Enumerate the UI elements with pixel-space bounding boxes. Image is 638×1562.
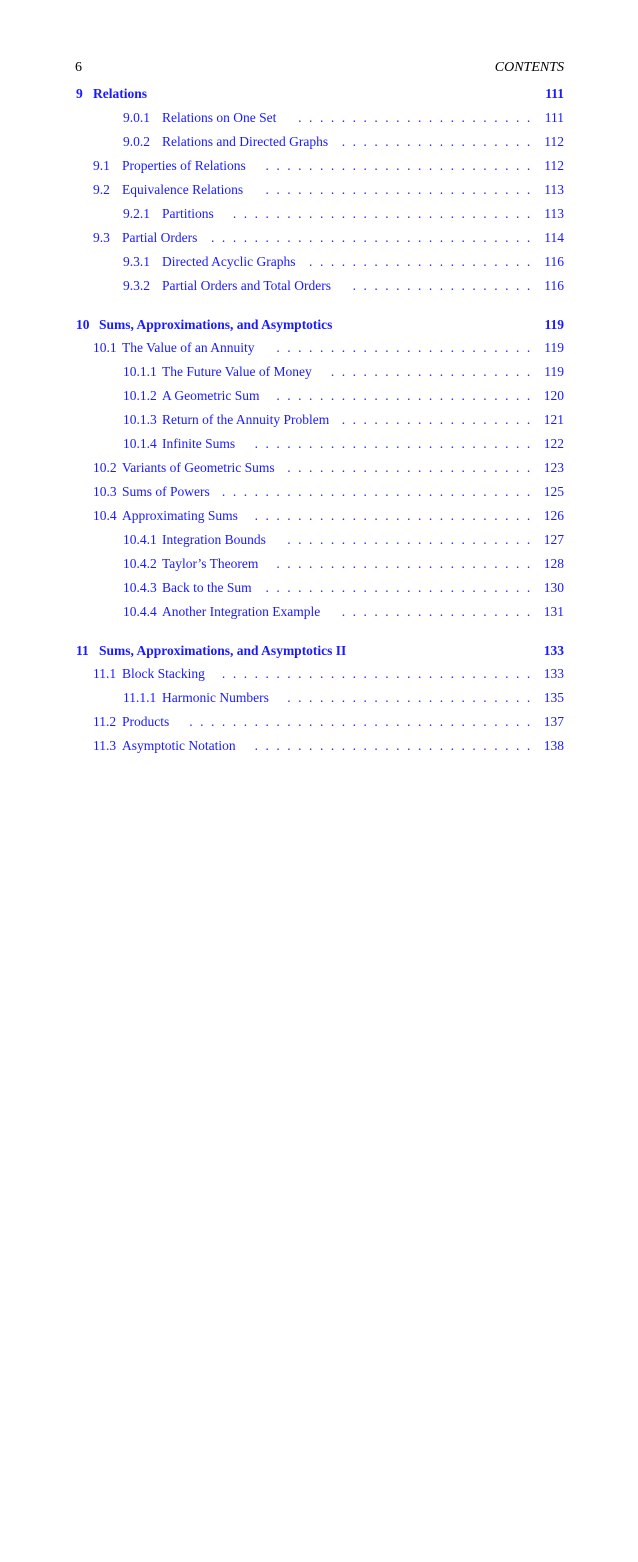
toc-entry-number: 9.2 bbox=[93, 182, 110, 197]
toc-entry-title: Partitions bbox=[162, 206, 214, 221]
toc-entry-title: Sums, Approximations, and Asymptotics bbox=[99, 317, 333, 332]
toc-dot-leader: . . . . . . . . . . . . . . . . . . . . . . . . . . bbox=[254, 436, 531, 451]
toc-entry-page: 111 bbox=[545, 86, 564, 101]
toc-entry-title: Sums, Approximations, and Asymptotics II bbox=[99, 643, 347, 658]
toc-entry-page: 116 bbox=[544, 278, 564, 293]
toc-entry-number: 10.4.4 bbox=[123, 604, 157, 619]
toc-entry-page: 121 bbox=[543, 412, 564, 427]
toc-dot-leader: . . . . . . . . . . . . . . . . . . . . . . . . . bbox=[265, 158, 531, 173]
toc-entry-page: 128 bbox=[543, 556, 564, 571]
toc-entry-number: 11.1 bbox=[93, 666, 117, 681]
toc-entry-page: 137 bbox=[543, 714, 564, 729]
toc-entry-title: Properties of Relations bbox=[122, 158, 246, 173]
toc-dot-leader: . . . . . . . . . . . . . . . . . . . . . . . . . . bbox=[254, 738, 531, 753]
toc-section-entry[interactable] bbox=[0, 530, 638, 550]
toc-section-entry[interactable] bbox=[0, 554, 638, 574]
toc-entry-number: 9.1 bbox=[93, 158, 110, 173]
toc-dot-leader: . . . . . . . . . . . . . . . . . . bbox=[341, 412, 531, 427]
running-title: CONTENTS bbox=[494, 60, 564, 75]
toc-entry-page: 113 bbox=[544, 182, 564, 197]
toc-entry-title: Back to the Sum bbox=[162, 580, 252, 595]
toc-dot-leader: . . . . . . . . . . . . . . . . . . . . . . . bbox=[287, 460, 531, 475]
toc-dot-leader: . . . . . . . . . . . . . . . . . . . . . . . . . . . . . bbox=[221, 666, 531, 681]
toc-section-entry[interactable] bbox=[0, 108, 638, 128]
toc-entry-page: 130 bbox=[543, 580, 564, 595]
toc-entry-number: 9.3 bbox=[93, 230, 110, 245]
toc-entry-page: 119 bbox=[544, 364, 564, 379]
toc-entry-title: Directed Acyclic Graphs bbox=[162, 254, 296, 269]
toc-entry-page: 112 bbox=[544, 158, 564, 173]
toc-entry-number: 10.1.1 bbox=[123, 364, 157, 379]
toc-section-entry[interactable] bbox=[0, 482, 638, 502]
toc-dot-leader: . . . . . . . . . . . . . . . . . . . . . . . . . . . . . bbox=[221, 484, 531, 499]
toc-entry-title: The Value of an Annuity bbox=[122, 340, 255, 355]
toc-entry-page: 113 bbox=[544, 206, 564, 221]
toc-entry-page: 138 bbox=[543, 738, 564, 753]
toc-section-entry[interactable] bbox=[0, 664, 638, 684]
toc-section-entry[interactable] bbox=[0, 156, 638, 176]
toc-entry-title: Relations on One Set bbox=[162, 110, 277, 125]
toc-section-entry[interactable] bbox=[0, 578, 638, 598]
toc-entry-number: 10.1.4 bbox=[123, 436, 157, 451]
toc-dot-leader: . . . . . . . . . . . . . . . . . bbox=[352, 278, 531, 293]
toc-dot-leader: . . . . . . . . . . . . . . . . . . . . . . . . . bbox=[265, 580, 531, 595]
toc-section-entry[interactable] bbox=[0, 458, 638, 478]
toc-entry-number: 9.2.1 bbox=[123, 206, 150, 221]
toc-entry-page: 135 bbox=[543, 690, 564, 705]
toc-entry-page: 133 bbox=[543, 666, 564, 681]
toc-entry-title: A Geometric Sum bbox=[162, 388, 260, 403]
toc-chapter-entry[interactable] bbox=[0, 315, 638, 335]
toc-dot-leader: . . . . . . . . . . . . . . . . . . . . . . . . . . bbox=[254, 508, 531, 523]
toc-entry-number: 9.0.1 bbox=[123, 110, 150, 125]
toc-dot-leader: . . . . . . . . . . . . . . . . . . . . . . . . bbox=[276, 556, 531, 571]
toc-entry-title: Partial Orders bbox=[122, 230, 198, 245]
toc-entry-title: Taylor’s Theorem bbox=[162, 556, 259, 571]
toc-entry-page: 123 bbox=[543, 460, 564, 475]
toc-entry-page: 127 bbox=[543, 532, 564, 547]
toc-section-entry[interactable] bbox=[0, 434, 638, 454]
toc-entry-number: 11.1.1 bbox=[123, 690, 157, 705]
toc-dot-leader: . . . . . . . . . . . . . . . . . . . . . . . . . . . . bbox=[232, 206, 531, 221]
toc-entry-page: 122 bbox=[543, 436, 564, 451]
toc-entry-number: 10.4.1 bbox=[123, 532, 157, 547]
toc-entry-title: Equivalence Relations bbox=[122, 182, 244, 197]
toc-section-entry[interactable] bbox=[0, 276, 638, 296]
toc-entry-page: 116 bbox=[544, 254, 564, 269]
toc-entry-number: 10.1.3 bbox=[123, 412, 157, 427]
toc-section-entry[interactable] bbox=[0, 506, 638, 526]
toc-entry-title: Products bbox=[122, 714, 170, 729]
toc-entry-number: 9.0.2 bbox=[123, 134, 150, 149]
toc-entry-number: 9 bbox=[76, 86, 83, 101]
toc-entry-page: 120 bbox=[543, 388, 564, 403]
toc-section-entry[interactable] bbox=[0, 688, 638, 708]
toc-dot-leader: . . . . . . . . . . . . . . . . . . . . . . . bbox=[287, 532, 531, 547]
toc-chapter-entry[interactable] bbox=[0, 84, 638, 104]
toc-entry-title: Block Stacking bbox=[122, 666, 205, 681]
toc-entry-page: 119 bbox=[544, 340, 564, 355]
toc-entry-title: Integration Bounds bbox=[162, 532, 266, 547]
toc-entry-number: 10.3 bbox=[93, 484, 117, 499]
toc-section-entry[interactable] bbox=[0, 386, 638, 406]
toc-dot-leader: . . . . . . . . . . . . . . . . . . . . . . . . bbox=[276, 340, 531, 355]
toc-entry-page: 114 bbox=[544, 230, 564, 245]
toc-entry-title: Relations bbox=[93, 86, 147, 101]
toc-entry-number: 11 bbox=[76, 643, 89, 658]
toc-entry-title: Harmonic Numbers bbox=[162, 690, 269, 705]
toc-entry-title: Asymptotic Notation bbox=[122, 738, 236, 753]
toc-entry-number: 10.4.2 bbox=[123, 556, 157, 571]
toc-entry-page: 133 bbox=[543, 643, 564, 658]
toc-entry-page: 125 bbox=[543, 484, 564, 499]
toc-dot-leader: . . . . . . . . . . . . . . . . . . . . . . . . . . . . . . . . bbox=[189, 714, 531, 729]
toc-section-entry[interactable] bbox=[0, 180, 638, 200]
toc-entry-title: Infinite Sums bbox=[162, 436, 236, 451]
toc-section-entry[interactable] bbox=[0, 410, 638, 430]
toc-dot-leader: . . . . . . . . . . . . . . . . . . . . . . . bbox=[287, 690, 531, 705]
toc-section-entry[interactable] bbox=[0, 736, 638, 756]
toc-entry-number: 10.1 bbox=[93, 340, 117, 355]
toc-entry-page: 126 bbox=[543, 508, 564, 523]
toc-entry-number: 9.3.2 bbox=[123, 278, 150, 293]
toc-entry-number: 11.2 bbox=[93, 714, 117, 729]
toc-section-entry[interactable] bbox=[0, 602, 638, 622]
toc-section-entry[interactable] bbox=[0, 338, 638, 358]
toc-entry-number: 10.2 bbox=[93, 460, 117, 475]
toc-entry-page: 131 bbox=[543, 604, 564, 619]
toc-entry-number: 10.1.2 bbox=[123, 388, 157, 403]
toc-entry-title: Partial Orders and Total Orders bbox=[162, 278, 332, 293]
toc-section-entry[interactable] bbox=[0, 252, 638, 272]
toc-section-entry[interactable] bbox=[0, 712, 638, 732]
toc-dot-leader: . . . . . . . . . . . . . . . . . . bbox=[341, 604, 531, 619]
toc-entry-number: 10.4.3 bbox=[123, 580, 157, 595]
toc-dot-leader: . . . . . . . . . . . . . . . . . . . . . . . . . . . . . . bbox=[211, 230, 531, 245]
toc-entry-title: Return of the Annuity Problem bbox=[162, 412, 330, 427]
toc-entry-number: 11.3 bbox=[93, 738, 117, 753]
toc-entry-title: Another Integration Example bbox=[162, 604, 321, 619]
toc-dot-leader: . . . . . . . . . . . . . . . . . . . . . . . . . bbox=[265, 182, 531, 197]
toc-entry-page: 119 bbox=[544, 317, 564, 332]
toc-entry-number: 9.3.1 bbox=[123, 254, 150, 269]
toc-section-entry[interactable] bbox=[0, 132, 638, 152]
toc-dot-leader: . . . . . . . . . . . . . . . . . . bbox=[341, 134, 531, 149]
toc-entry-page: 112 bbox=[544, 134, 564, 149]
toc-dot-leader: . . . . . . . . . . . . . . . . . . . . . bbox=[309, 254, 531, 269]
toc-chapter-entry[interactable] bbox=[0, 641, 638, 661]
toc-entry-title: Variants of Geometric Sums bbox=[122, 460, 275, 475]
toc-section-entry[interactable] bbox=[0, 204, 638, 224]
toc-dot-leader: . . . . . . . . . . . . . . . . . . . . . . bbox=[298, 110, 531, 125]
toc-section-entry[interactable] bbox=[0, 228, 638, 248]
toc-dot-leader: . . . . . . . . . . . . . . . . . . . bbox=[330, 364, 531, 379]
toc-entry-title: Relations and Directed Graphs bbox=[162, 134, 329, 149]
toc-section-entry[interactable] bbox=[0, 362, 638, 382]
toc-entry-number: 10 bbox=[76, 317, 90, 332]
page-number: 6 bbox=[75, 60, 82, 75]
toc-entry-title: Sums of Powers bbox=[122, 484, 210, 499]
toc-entry-title: The Future Value of Money bbox=[162, 364, 312, 379]
toc-entry-page: 111 bbox=[544, 110, 564, 125]
toc-entry-title: Approximating Sums bbox=[122, 508, 238, 523]
toc-entry-number: 10.4 bbox=[93, 508, 117, 523]
toc-dot-leader: . . . . . . . . . . . . . . . . . . . . . . . . bbox=[276, 388, 531, 403]
